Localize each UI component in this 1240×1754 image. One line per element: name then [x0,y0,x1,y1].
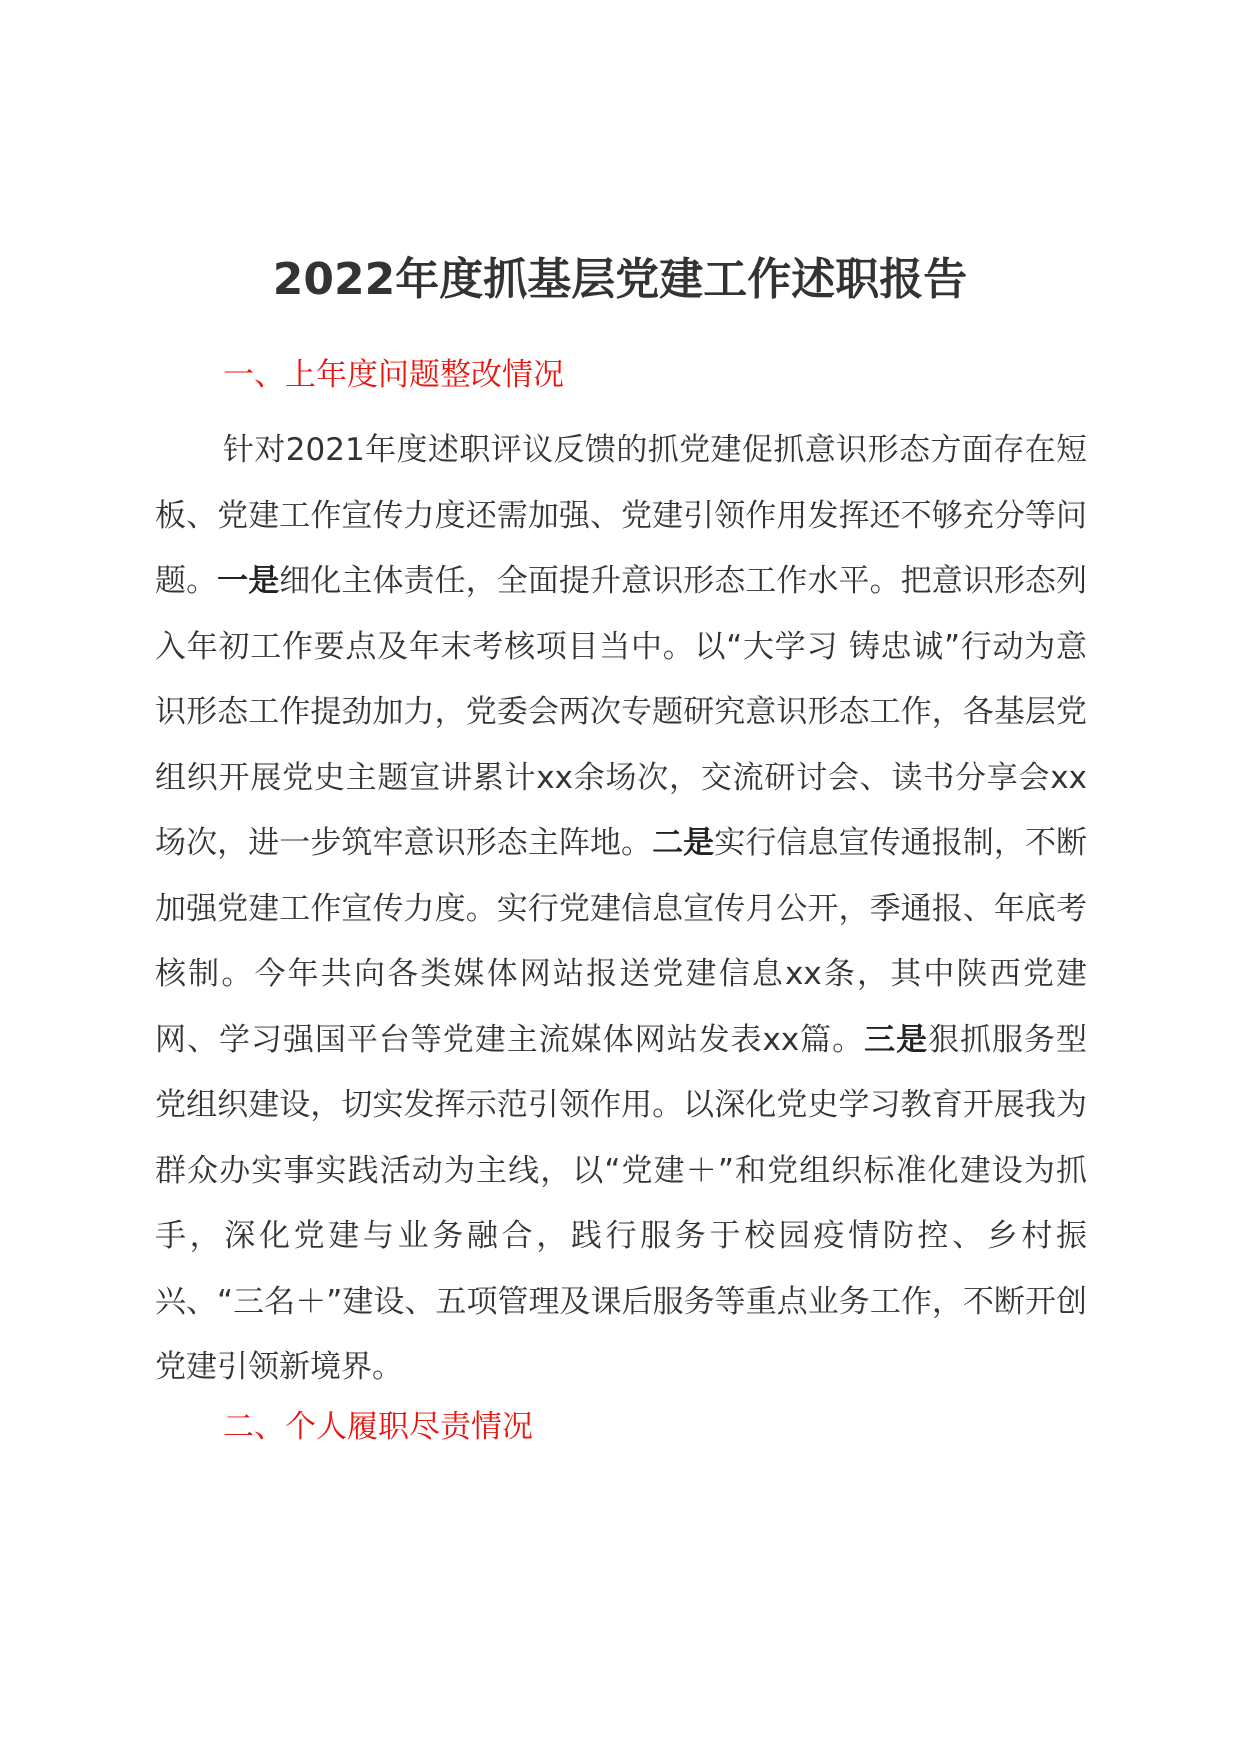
section-1-paragraph [155,418,1087,1401]
section-heading-1: 一、上年度问题整改情况 [223,357,564,393]
paragraph-intro: 针对2021年度述职评议反馈的抓党建促抓意识形态方面存在短板、党建工作宣传力度还需加强、党建引领作用发挥还不够充分等问题。 [155,432,1087,599]
point-2-text: 实行信息宣传通报制，不断加强党建工作宣传力度。实行党建信息宣传月公开，季通报、年底考核制。今年共向各类媒体网站报送党建信息xx条，其中陕西党建网、学习强国平台等党建主流媒体网站发表xx篇。 [155,825,1088,1058]
point-1-text: 细化主体责任，全面提升意识形态工作水平。把意识形态列入年初工作要点及年末考核项目当中。以“大学习 铸忠诚”行动为意识形态工作提劲加力，党委会两次专题研究意识形态工作，各基层党组织开展党史主题宣讲累计xx余场次，交流研讨会、读书分享会xx场次，进一步筑牢意识形态主阵地。 [155,563,1088,861]
section-heading-2: 二、个人履职尽责情况 [223,1409,533,1445]
point-2-label: 二是 [652,825,715,861]
point-1-label: 一是 [217,563,280,599]
point-3-label: 三是 [864,1021,929,1058]
point-3-text: 狠抓服务型党组织建设，切实发挥示范引领作用。以深化党史学习教育开展我为群众办实事实践活动为主线，以“党建＋”和党组织标准化建设为抓手，深化党建与业务融合，践行服务于校园疫情防控、乡村振兴、“三名＋”建设、五项管理及课后服务等重点业务工作，不断开创党建引领新境界。 [155,1021,1087,1385]
document-title: 2022年度抓基层党建工作述职报告 [272,254,968,305]
